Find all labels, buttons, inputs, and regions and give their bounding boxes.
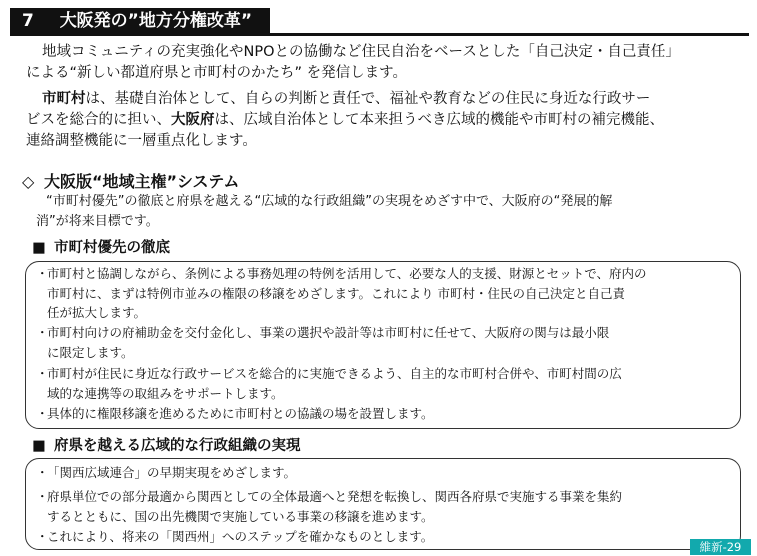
subsection-title: 大阪版“地域主権”システム (44, 172, 240, 191)
item-line: するとともに、国の出先機関で実施している事業の移譲を進めます。 (47, 508, 434, 524)
item-line: 具体的に権限移譲を進めるために市町村との協議の場を設置します。 (47, 406, 434, 421)
section-title-bar (10, 8, 270, 34)
bullet-icon: ・ (36, 366, 49, 381)
list-item (36, 404, 736, 424)
bullet-icon: ・ (36, 465, 49, 480)
bullet-icon: ・ (36, 325, 49, 340)
item-line: 府県単位での部分最適から関西としての全体最適へと発想を転換し、関西各府県で実施する事業を集約 (47, 489, 623, 504)
role-text-1: は、基礎自治体として、自らの判断と責任で、福祉や教育などの住民に身近な行政サー (85, 91, 651, 107)
role-line-3 (26, 131, 748, 152)
bullet-icon: ・ (36, 266, 49, 281)
role-text-2b: は、広域自治体として本来担うべき広域的機能や市町村の補完機能、 (214, 112, 664, 128)
section-number: 7 (22, 11, 34, 31)
item-line: 域的な連携等の取組みをサポートします。 (47, 385, 284, 401)
title-underline (10, 33, 749, 36)
intro-line-1 (26, 42, 757, 63)
subsection-desc-text-2: 消”が将来目標です。 (36, 214, 159, 229)
list-item (36, 264, 736, 323)
subsection-desc-1 (46, 192, 757, 212)
role-text-3: 連絡調整機能に一層重点化します。 (26, 133, 257, 149)
intro-text-1: 地域コミュニティの充実強化やNPOとの協働など住民自治をベースとした「自己決定・自己責任」 (42, 44, 680, 60)
section-title: 大阪発の”地方分権改革” (59, 11, 253, 31)
item-line: 市町村が住民に身近な行政サービスを総合的に実施できるよう、自主的な市町村合併や、市町村間の広 (47, 366, 622, 381)
list-item (36, 527, 736, 547)
list-item (36, 323, 736, 362)
role-line-2 (26, 110, 748, 131)
square-bullet-icon: ■ (32, 438, 46, 454)
section2-title: 府県を越える広域的な行政組織の実現 (54, 438, 301, 454)
item-line: 市町村に、まずは特例市並みの権限の移譲をめざします。これにより 市町村・住民の自己決定と自己責 (47, 285, 625, 301)
list-item (36, 487, 736, 526)
role-line-1 (26, 89, 757, 110)
municipality-term: 市町村 (42, 91, 86, 107)
bullet-icon: ・ (36, 529, 49, 544)
item-line: 任が拡大します。 (47, 305, 147, 320)
subsection-desc-text-1: “市町村優先”の徹底と府県を越える“広域的な行政組織”の実現をめざす中で、大阪府の“発展的解 (46, 194, 613, 209)
intro-text-2: による“新しい都道府県と市町村のかたち” を発信します。 (26, 65, 407, 81)
section1-title: 市町村優先の徹底 (54, 240, 170, 256)
subsection-heading (22, 171, 239, 193)
item-line: これにより、将来の「関西州」へのステップを確かなものとします。 (47, 529, 434, 544)
list-item (36, 463, 736, 483)
prefecture-term: 大阪府 (171, 112, 215, 128)
page-number-badge: 維新-29 (690, 539, 751, 555)
bullet-icon: ・ (36, 406, 49, 421)
item-line: 「関西広域連合」の早期実現をめざします。 (47, 465, 297, 480)
bullet-icon: ・ (36, 489, 49, 504)
diamond-icon: ◇ (22, 172, 35, 191)
section2-heading (32, 436, 301, 456)
item-line: 市町村向けの府補助金を交付金化し、事業の選択や設計等は市町村に任せて、大阪府の関与は最小限 (47, 325, 610, 340)
intro-line-2 (26, 63, 748, 84)
subsection-desc-2 (36, 212, 748, 232)
item-line: 市町村と協調しながら、条例による事務処理の特例を活用して、必要な人的支援、財源とセットで、府内の (47, 266, 647, 281)
square-bullet-icon: ■ (32, 240, 46, 256)
role-text-2a: ビスを総合的に担い、 (26, 112, 171, 128)
list-item (36, 364, 736, 403)
item-line: に限定します。 (47, 344, 134, 360)
section1-heading (32, 238, 170, 258)
